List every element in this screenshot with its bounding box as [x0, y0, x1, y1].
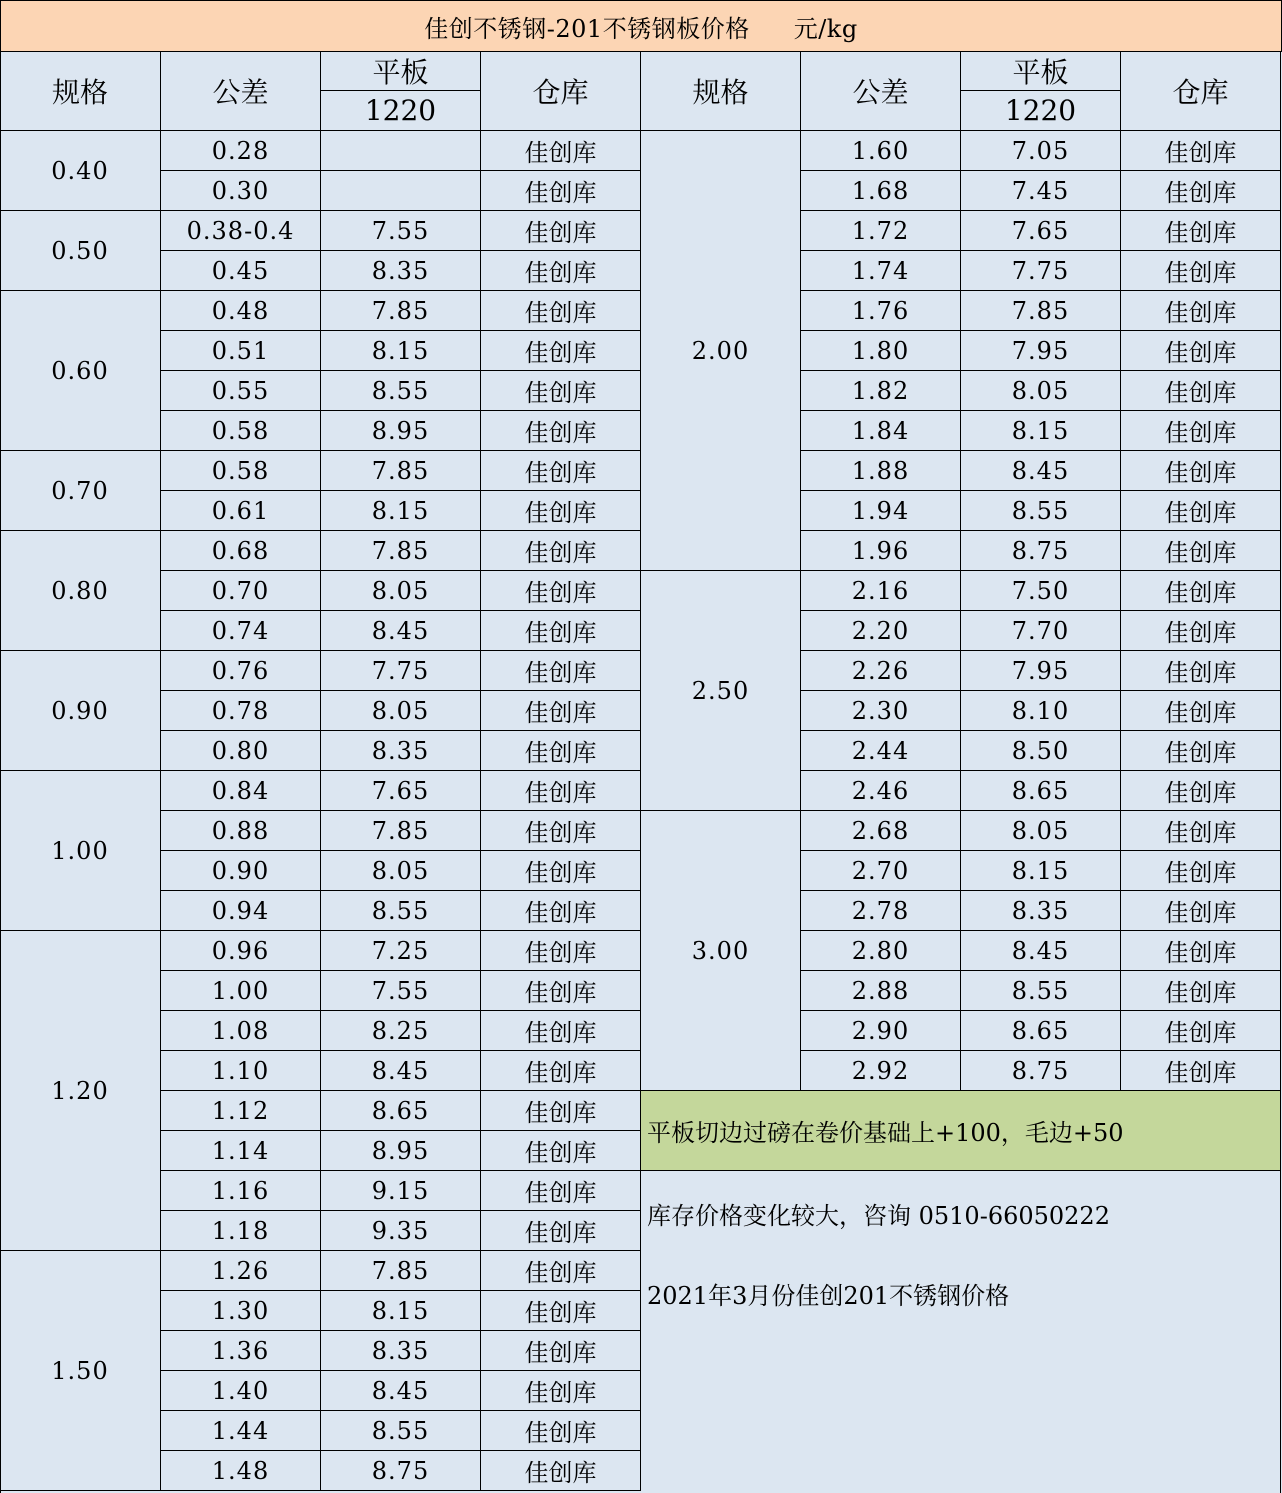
right-border — [1280, 1171, 1281, 1493]
left-warehouse-cell: 佳创库 — [481, 891, 641, 931]
inquiry-note: 库存价格变化较大，咨询 0510-66050222 — [647, 1201, 1110, 1230]
right-warehouse-cell: 佳创库 — [1121, 651, 1281, 691]
right-warehouse-cell: 佳创库 — [1121, 491, 1281, 531]
left-warehouse-cell: 佳创库 — [481, 171, 641, 211]
left-tolerance-cell: 0.45 — [161, 251, 321, 291]
right-tolerance-cell: 1.84 — [801, 411, 961, 451]
left-price-cell: 8.35 — [321, 731, 481, 771]
left-price-cell: 8.55 — [321, 371, 481, 411]
left-spec-cell: 0.90 — [0, 651, 161, 771]
left-tolerance-cell: 0.96 — [161, 931, 321, 971]
left-warehouse-cell: 佳创库 — [481, 811, 641, 851]
left-tolerance-cell: 1.48 — [161, 1451, 321, 1491]
right-warehouse-cell: 佳创库 — [1121, 251, 1281, 291]
left-warehouse-cell: 佳创库 — [481, 1091, 641, 1131]
left-warehouse-cell: 佳创库 — [481, 931, 641, 971]
left-warehouse-cell: 佳创库 — [481, 691, 641, 731]
left-price-cell: 7.85 — [321, 291, 481, 331]
left-price-cell: 8.45 — [321, 611, 481, 651]
right-tolerance-cell: 1.72 — [801, 211, 961, 251]
left-tolerance-cell: 0.61 — [161, 491, 321, 531]
right-warehouse-cell: 佳创库 — [1121, 1051, 1281, 1091]
right-price-cell: 8.55 — [961, 491, 1121, 531]
left-price-cell: 8.65 — [321, 1091, 481, 1131]
header-flat-right: 平板 — [961, 51, 1121, 91]
right-tolerance-cell: 1.80 — [801, 331, 961, 371]
left-tolerance-cell: 0.58 — [161, 451, 321, 491]
left-warehouse-cell: 佳创库 — [481, 491, 641, 531]
left-price-cell: 8.05 — [321, 691, 481, 731]
right-warehouse-cell: 佳创库 — [1121, 931, 1281, 971]
left-warehouse-cell: 佳创库 — [481, 611, 641, 651]
left-spec-cell: 0.40 — [0, 131, 161, 211]
left-tolerance-cell: 0.28 — [161, 131, 321, 171]
right-tolerance-cell: 2.90 — [801, 1011, 961, 1051]
right-price-cell: 8.45 — [961, 931, 1121, 971]
left-warehouse-cell: 佳创库 — [481, 651, 641, 691]
right-tolerance-cell: 1.76 — [801, 291, 961, 331]
left-price-cell: 9.35 — [321, 1211, 481, 1251]
right-price-cell: 7.05 — [961, 131, 1121, 171]
left-warehouse-cell: 佳创库 — [481, 331, 641, 371]
header-width-left: 1220 — [321, 91, 481, 131]
left-warehouse-cell: 佳创库 — [481, 531, 641, 571]
left-price-cell: 8.55 — [321, 1411, 481, 1451]
header-tolerance-left: 公差 — [161, 51, 321, 131]
right-price-cell: 7.85 — [961, 291, 1121, 331]
left-price-cell: 7.25 — [321, 931, 481, 971]
sheet-title — [0, 0, 1282, 52]
left-warehouse-cell: 佳创库 — [481, 1291, 641, 1331]
right-warehouse-cell: 佳创库 — [1121, 891, 1281, 931]
left-spec-cell: 0.50 — [0, 211, 161, 291]
right-tolerance-cell: 1.68 — [801, 171, 961, 211]
right-warehouse-cell: 佳创库 — [1121, 971, 1281, 1011]
left-price-cell: 8.45 — [321, 1051, 481, 1091]
cutting-note: 平板切边过磅在卷价基础上+100，毛边+50 — [641, 1091, 1281, 1171]
left-warehouse-cell: 佳创库 — [481, 1131, 641, 1171]
header-spec-left: 规格 — [0, 51, 161, 131]
period-note: 2021年3月份佳创201不锈钢价格 — [647, 1281, 1010, 1310]
left-warehouse-cell: 佳创库 — [481, 731, 641, 771]
right-warehouse-cell: 佳创库 — [1121, 851, 1281, 891]
right-tolerance-cell: 2.92 — [801, 1051, 961, 1091]
left-price-cell — [321, 131, 481, 171]
left-price-cell: 8.15 — [321, 331, 481, 371]
left-tolerance-cell: 1.30 — [161, 1291, 321, 1331]
right-warehouse-cell: 佳创库 — [1121, 531, 1281, 571]
left-warehouse-cell: 佳创库 — [481, 851, 641, 891]
left-price-cell: 7.85 — [321, 811, 481, 851]
left-tolerance-cell: 0.84 — [161, 771, 321, 811]
left-warehouse-cell: 佳创库 — [481, 771, 641, 811]
left-tolerance-cell: 1.08 — [161, 1011, 321, 1051]
right-tolerance-cell: 2.26 — [801, 651, 961, 691]
left-spec-cell: 0.70 — [0, 451, 161, 531]
right-warehouse-cell: 佳创库 — [1121, 771, 1281, 811]
right-price-cell: 8.05 — [961, 371, 1121, 411]
right-price-cell: 8.45 — [961, 451, 1121, 491]
left-warehouse-cell: 佳创库 — [481, 971, 641, 1011]
left-tolerance-cell: 0.55 — [161, 371, 321, 411]
right-price-cell: 7.45 — [961, 171, 1121, 211]
right-warehouse-cell: 佳创库 — [1121, 411, 1281, 451]
left-tolerance-cell: 1.40 — [161, 1371, 321, 1411]
right-tolerance-cell: 2.68 — [801, 811, 961, 851]
left-warehouse-cell: 佳创库 — [481, 251, 641, 291]
right-warehouse-cell: 佳创库 — [1121, 131, 1281, 171]
left-tolerance-cell: 1.16 — [161, 1171, 321, 1211]
right-warehouse-cell: 佳创库 — [1121, 331, 1281, 371]
left-tolerance-cell: 0.76 — [161, 651, 321, 691]
left-tolerance-cell: 0.78 — [161, 691, 321, 731]
right-spec-cell: 3.00 — [641, 811, 801, 1091]
left-price-cell: 7.85 — [321, 1251, 481, 1291]
left-warehouse-cell: 佳创库 — [481, 1011, 641, 1051]
right-price-cell: 7.50 — [961, 571, 1121, 611]
right-warehouse-cell: 佳创库 — [1121, 1011, 1281, 1051]
left-price-cell: 8.15 — [321, 491, 481, 531]
right-price-cell: 8.50 — [961, 731, 1121, 771]
left-price-cell — [321, 171, 481, 211]
right-tolerance-cell: 2.78 — [801, 891, 961, 931]
right-tolerance-cell: 2.16 — [801, 571, 961, 611]
left-tolerance-cell: 1.26 — [161, 1251, 321, 1291]
right-price-cell: 7.95 — [961, 651, 1121, 691]
right-warehouse-cell: 佳创库 — [1121, 211, 1281, 251]
right-tolerance-cell: 2.30 — [801, 691, 961, 731]
right-tolerance-cell: 2.88 — [801, 971, 961, 1011]
right-tolerance-cell: 2.20 — [801, 611, 961, 651]
right-warehouse-cell: 佳创库 — [1121, 571, 1281, 611]
left-price-cell: 7.85 — [321, 451, 481, 491]
left-warehouse-cell: 佳创库 — [481, 1451, 641, 1491]
left-tolerance-cell: 1.44 — [161, 1411, 321, 1451]
unit-text: 元/kg — [793, 14, 858, 43]
left-tolerance-cell: 0.94 — [161, 891, 321, 931]
left-warehouse-cell: 佳创库 — [481, 571, 641, 611]
left-warehouse-cell: 佳创库 — [481, 411, 641, 451]
right-tolerance-cell: 1.82 — [801, 371, 961, 411]
header-warehouse-right: 仓库 — [1121, 51, 1281, 131]
right-tolerance-cell: 2.46 — [801, 771, 961, 811]
left-price-cell: 8.05 — [321, 851, 481, 891]
left-price-cell: 9.15 — [321, 1171, 481, 1211]
right-spec-cell: 2.00 — [641, 131, 801, 571]
left-tolerance-cell: 1.10 — [161, 1051, 321, 1091]
left-price-cell: 7.75 — [321, 651, 481, 691]
left-price-cell: 8.75 — [321, 1451, 481, 1491]
left-tolerance-cell: 1.14 — [161, 1131, 321, 1171]
left-warehouse-cell: 佳创库 — [481, 291, 641, 331]
right-price-cell: 7.70 — [961, 611, 1121, 651]
right-price-cell: 8.75 — [961, 1051, 1121, 1091]
left-tolerance-cell: 0.38-0.4 — [161, 211, 321, 251]
right-price-cell: 8.05 — [961, 811, 1121, 851]
left-price-cell: 8.35 — [321, 1331, 481, 1371]
right-warehouse-cell: 佳创库 — [1121, 611, 1281, 651]
header-warehouse-left: 仓库 — [481, 51, 641, 131]
left-price-cell: 7.55 — [321, 211, 481, 251]
left-warehouse-cell: 佳创库 — [481, 131, 641, 171]
right-price-cell: 7.65 — [961, 211, 1121, 251]
left-warehouse-cell: 佳创库 — [481, 1331, 641, 1371]
left-price-cell: 8.95 — [321, 1131, 481, 1171]
title-text: 佳创不锈钢-201不锈钢板价格 — [424, 14, 750, 43]
right-warehouse-cell: 佳创库 — [1121, 171, 1281, 211]
right-warehouse-cell: 佳创库 — [1121, 291, 1281, 331]
left-price-cell: 8.25 — [321, 1011, 481, 1051]
left-warehouse-cell: 佳创库 — [481, 451, 641, 491]
left-warehouse-cell: 佳创库 — [481, 1171, 641, 1211]
right-tolerance-cell: 2.80 — [801, 931, 961, 971]
left-warehouse-cell: 佳创库 — [481, 1051, 641, 1091]
right-tolerance-cell: 1.74 — [801, 251, 961, 291]
left-tolerance-cell: 0.80 — [161, 731, 321, 771]
left-warehouse-cell: 佳创库 — [481, 1411, 641, 1451]
left-tolerance-cell: 0.90 — [161, 851, 321, 891]
left-tolerance-cell: 0.70 — [161, 571, 321, 611]
right-warehouse-cell: 佳创库 — [1121, 691, 1281, 731]
left-price-cell: 8.15 — [321, 1291, 481, 1331]
left-warehouse-cell: 佳创库 — [481, 371, 641, 411]
left-warehouse-cell: 佳创库 — [481, 1251, 641, 1291]
header-tolerance-right: 公差 — [801, 51, 961, 131]
left-spec-cell: 0.80 — [0, 531, 161, 651]
right-warehouse-cell: 佳创库 — [1121, 811, 1281, 851]
header-flat-left: 平板 — [321, 51, 481, 91]
left-tolerance-cell: 0.68 — [161, 531, 321, 571]
right-tolerance-cell: 1.60 — [801, 131, 961, 171]
right-tolerance-cell: 1.96 — [801, 531, 961, 571]
left-price-cell: 8.45 — [321, 1371, 481, 1411]
right-price-cell: 8.15 — [961, 411, 1121, 451]
right-warehouse-cell: 佳创库 — [1121, 371, 1281, 411]
right-warehouse-cell: 佳创库 — [1121, 731, 1281, 771]
header-width-right: 1220 — [961, 91, 1121, 131]
left-tolerance-cell: 1.00 — [161, 971, 321, 1011]
right-price-cell: 8.65 — [961, 771, 1121, 811]
left-warehouse-cell: 佳创库 — [481, 1211, 641, 1251]
left-price-cell: 8.55 — [321, 891, 481, 931]
left-price-cell: 7.65 — [321, 771, 481, 811]
left-tolerance-cell: 0.88 — [161, 811, 321, 851]
left-tolerance-cell: 1.18 — [161, 1211, 321, 1251]
right-price-cell: 8.55 — [961, 971, 1121, 1011]
right-spec-cell: 2.50 — [641, 571, 801, 811]
left-spec-cell: 0.60 — [0, 291, 161, 451]
left-tolerance-cell: 0.58 — [161, 411, 321, 451]
right-tolerance-cell: 2.44 — [801, 731, 961, 771]
left-spec-cell: 1.20 — [0, 931, 161, 1251]
left-price-cell: 7.85 — [321, 531, 481, 571]
left-warehouse-cell: 佳创库 — [481, 211, 641, 251]
right-tolerance-cell: 1.88 — [801, 451, 961, 491]
left-tolerance-cell: 0.74 — [161, 611, 321, 651]
right-price-cell: 8.15 — [961, 851, 1121, 891]
left-price-cell: 8.05 — [321, 571, 481, 611]
right-price-cell: 7.95 — [961, 331, 1121, 371]
left-tolerance-cell: 0.51 — [161, 331, 321, 371]
left-price-cell: 7.55 — [321, 971, 481, 1011]
left-spec-cell: 1.50 — [0, 1251, 161, 1491]
right-tolerance-cell: 2.70 — [801, 851, 961, 891]
right-price-cell: 8.35 — [961, 891, 1121, 931]
right-tolerance-cell: 1.94 — [801, 491, 961, 531]
left-price-cell: 8.95 — [321, 411, 481, 451]
left-tolerance-cell: 0.48 — [161, 291, 321, 331]
left-spec-cell: 1.00 — [0, 771, 161, 931]
right-price-cell: 8.65 — [961, 1011, 1121, 1051]
right-price-cell: 8.75 — [961, 531, 1121, 571]
left-tolerance-cell: 0.30 — [161, 171, 321, 211]
left-price-cell: 8.35 — [321, 251, 481, 291]
right-price-cell: 7.75 — [961, 251, 1121, 291]
left-tolerance-cell: 1.36 — [161, 1331, 321, 1371]
right-warehouse-cell: 佳创库 — [1121, 451, 1281, 491]
left-warehouse-cell: 佳创库 — [481, 1371, 641, 1411]
left-tolerance-cell: 1.12 — [161, 1091, 321, 1131]
right-price-cell: 8.10 — [961, 691, 1121, 731]
header-spec-right: 规格 — [641, 51, 801, 131]
